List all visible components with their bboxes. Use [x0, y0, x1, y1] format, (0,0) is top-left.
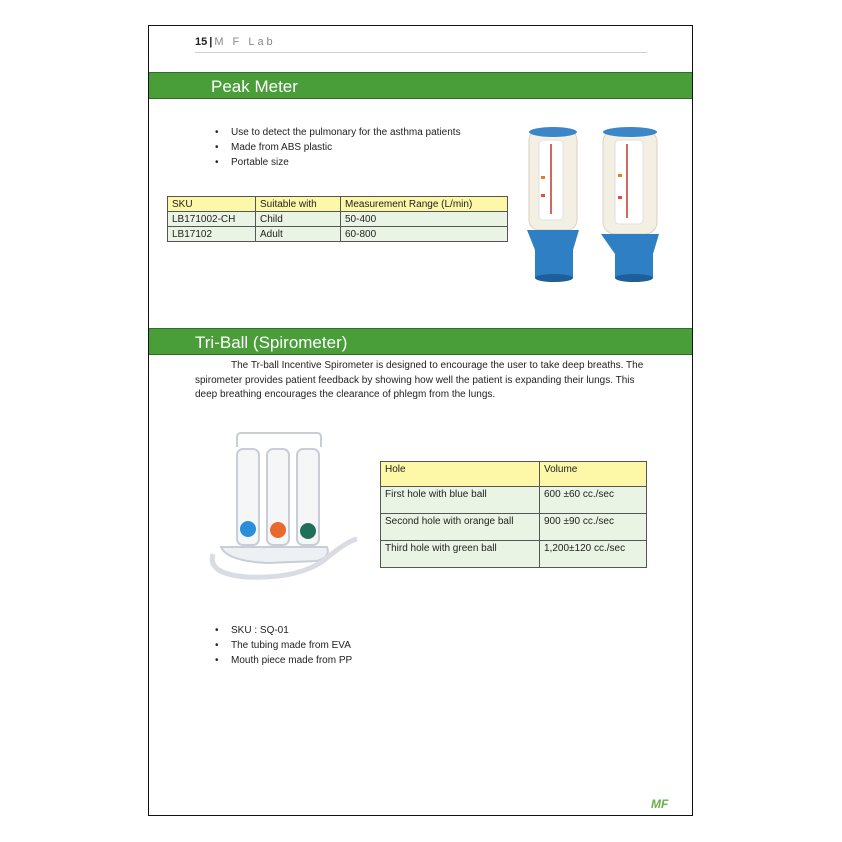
page-number: 15: [195, 36, 208, 48]
table-cell: 900 ±90 cc./sec: [540, 514, 647, 541]
table-cell: Second hole with orange ball: [381, 514, 540, 541]
section-title-peak-meter: Peak Meter: [149, 72, 692, 99]
table-cell: Child: [256, 212, 341, 227]
peak-meter-feature-list: [215, 125, 461, 170]
list-item: • The tubing made from EVA: [215, 638, 352, 653]
table-cell: LB171002-CH: [168, 212, 256, 227]
peak-meter-table: [167, 196, 508, 242]
peak-meter-image: [519, 126, 669, 286]
spirometer-image: [207, 429, 359, 584]
table-header-row: [381, 462, 647, 487]
table-header-cell: SKU: [168, 197, 256, 212]
table-cell: 600 ±60 cc./sec: [540, 487, 647, 514]
header-separator: |: [209, 36, 213, 48]
table-header-cell: Suitable with: [256, 197, 341, 212]
list-item: • SKU : SQ-01: [215, 623, 352, 638]
table-cell: 1,200±120 cc./sec: [540, 541, 647, 568]
table-cell: First hole with blue ball: [381, 487, 540, 514]
table-header-row: [168, 197, 508, 212]
table-row: [168, 227, 508, 242]
tri-ball-table: [380, 461, 647, 568]
tri-ball-feature-list: [215, 623, 352, 668]
table-row: [381, 514, 647, 541]
table-header-cell: Volume: [540, 462, 647, 487]
page-header: [195, 36, 647, 53]
company-logo: MF: [651, 797, 669, 811]
list-item: • Use to detect the pulmonary for the asthma patients: [215, 125, 461, 140]
table-cell: Third hole with green ball: [381, 541, 540, 568]
table-header-cell: Measurement Range (L/min): [341, 197, 508, 212]
section-title-tri-ball: Tri-Ball (Spirometer): [149, 328, 692, 355]
tri-ball-description: The Tr-ball Incentive Spirometer is designed to encourage the user to take deep breaths. The spirometer provides patient feedback by showing how well the patient is expanding their lungs. This deep breathing encourages the clearance of phlegm from the lungs.: [195, 360, 644, 400]
table-cell: 60-800: [341, 227, 508, 242]
header-brand: M F Lab: [214, 36, 276, 48]
table-cell: Adult: [256, 227, 341, 242]
list-item: • Mouth piece made from PP: [215, 653, 352, 668]
peak-meter-child-illustration: [527, 127, 579, 282]
list-item: • Portable size: [215, 155, 461, 170]
table-row: [381, 541, 647, 568]
table-row: [168, 212, 508, 227]
document-page: [148, 25, 693, 816]
table-row: [381, 487, 647, 514]
table-cell: LB17102: [168, 227, 256, 242]
table-cell: 50-400: [341, 212, 508, 227]
list-item: • Made from ABS plastic: [215, 140, 461, 155]
peak-meter-adult-illustration: [601, 127, 659, 282]
table-header-cell: Hole: [381, 462, 540, 487]
